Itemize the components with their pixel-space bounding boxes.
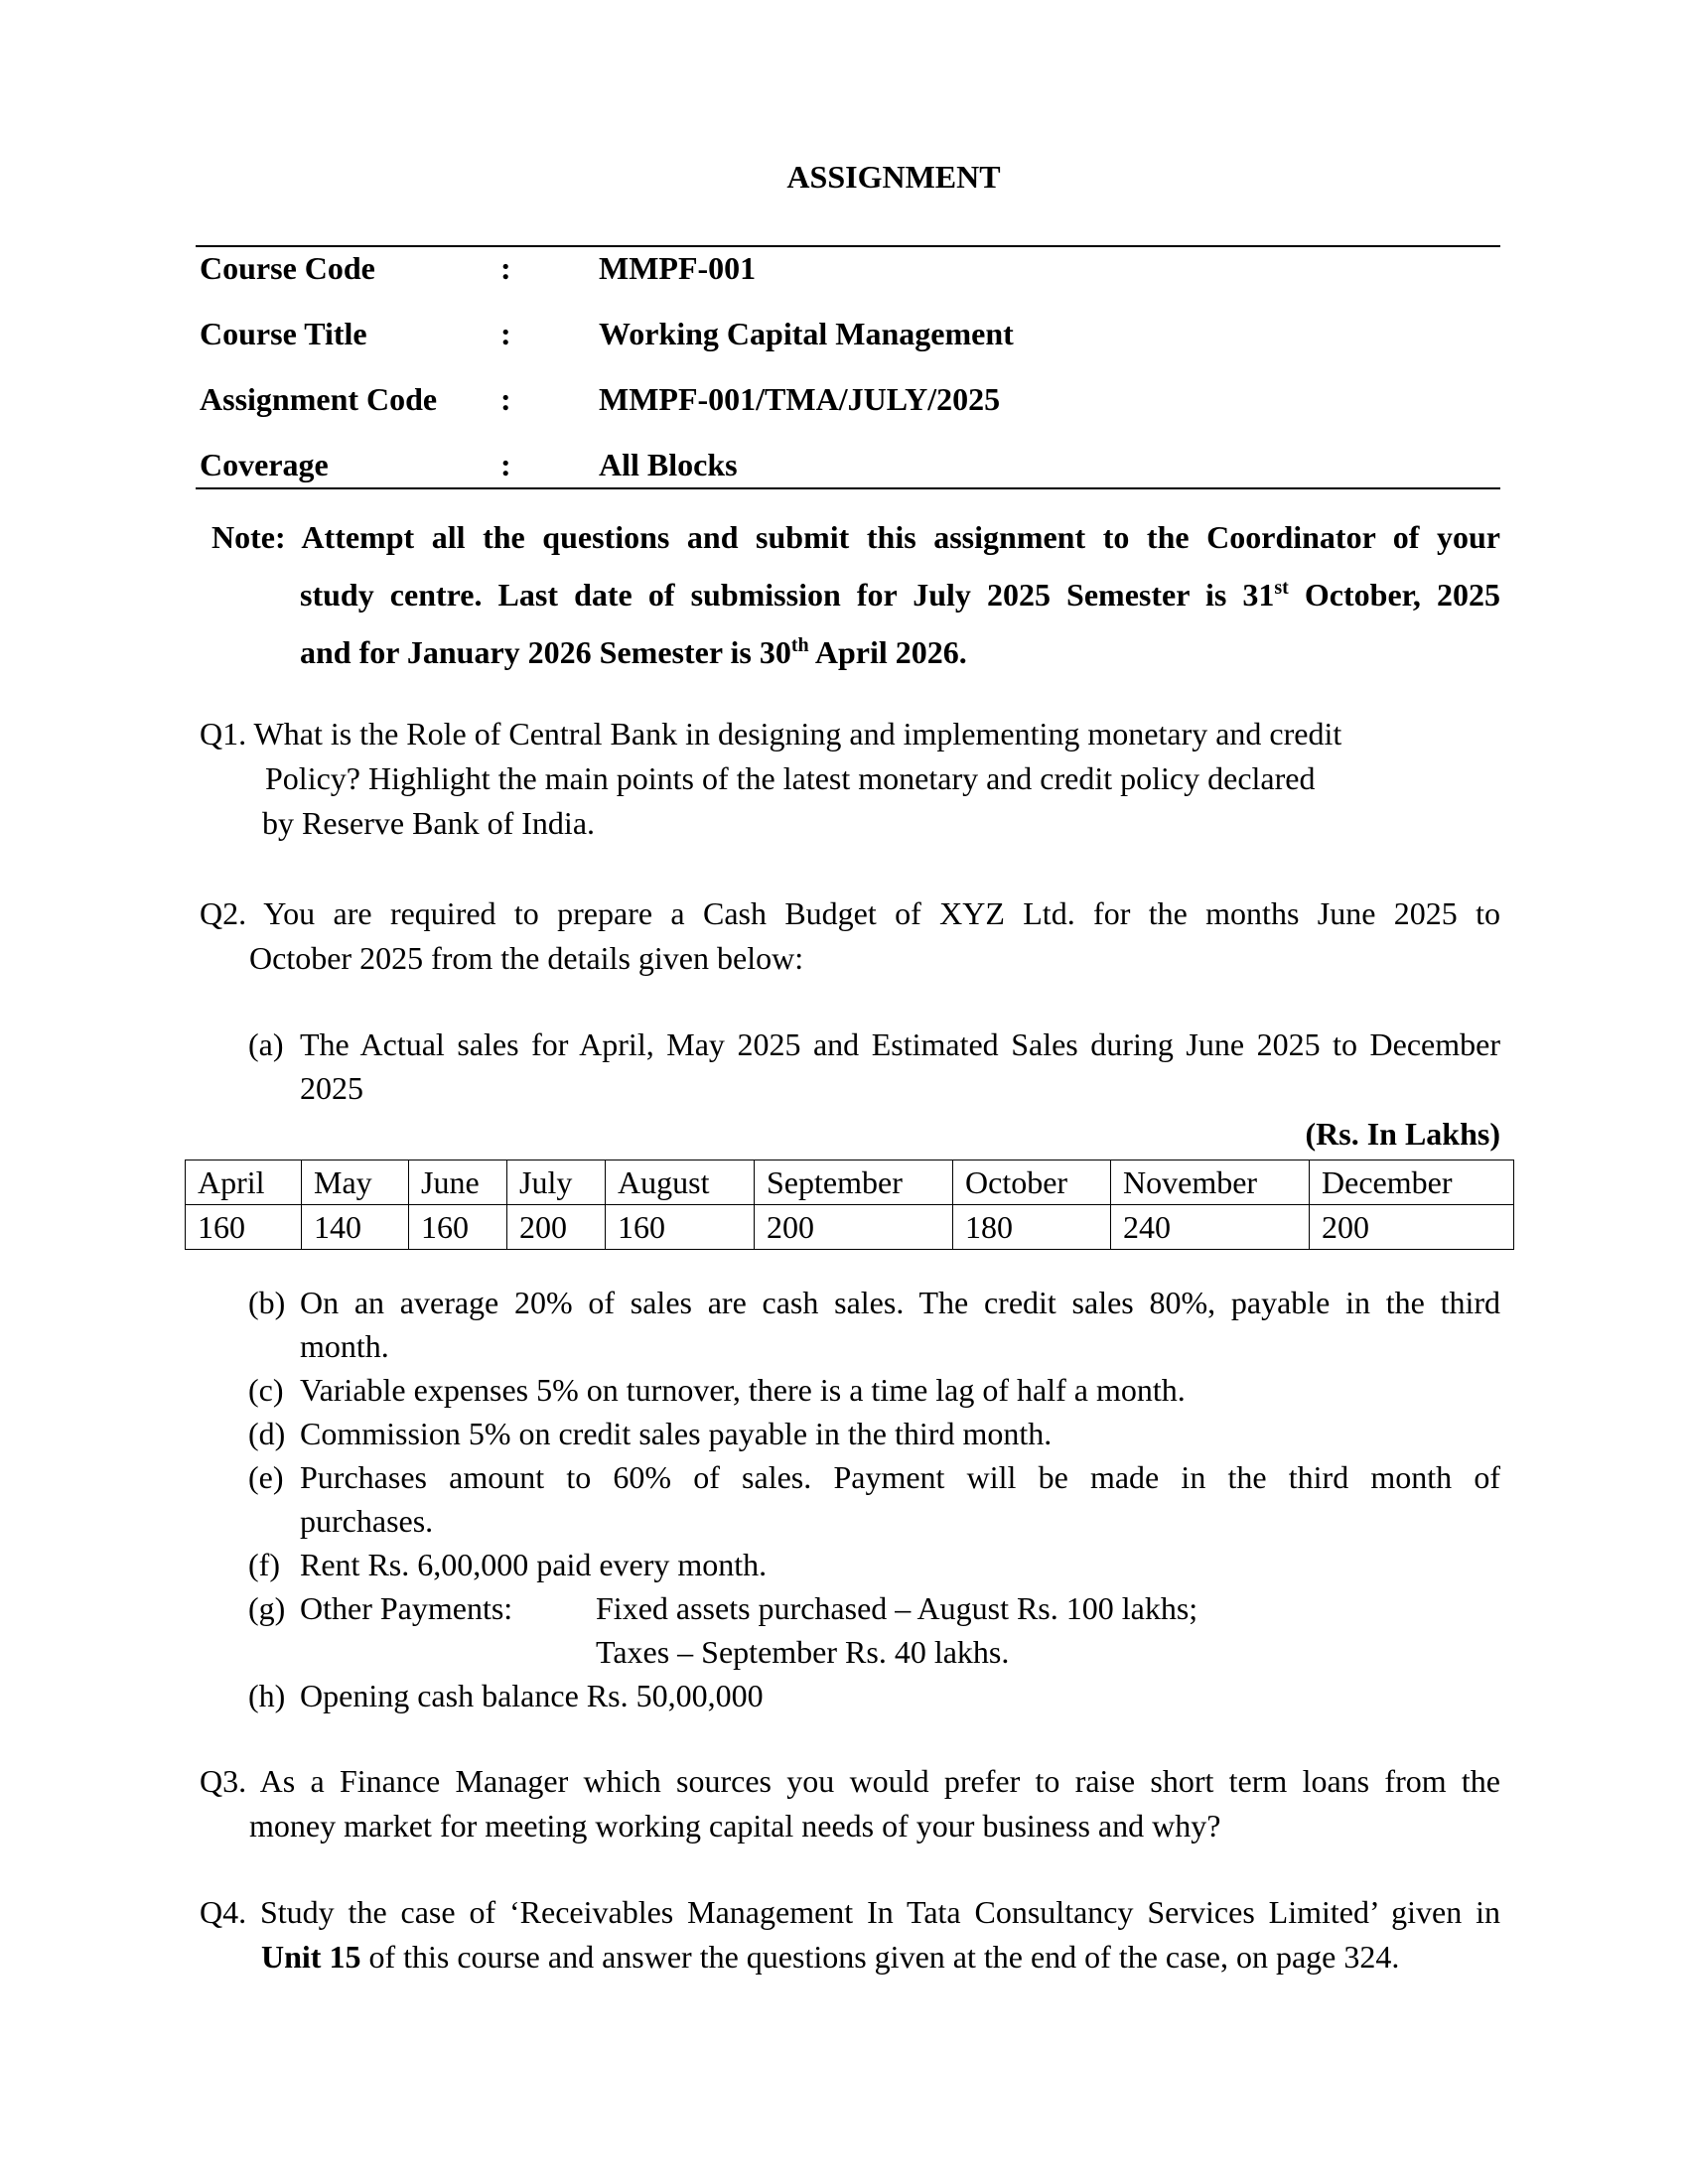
item-text-1: Commission 5% on credit sales payable in the third month.	[300, 1416, 1053, 1451]
q2-item-b	[248, 1281, 1500, 1368]
q1-line-2: Policy? Highlight the main points of the latest monetary and credit policy declared	[265, 760, 1316, 796]
item-text-1: Rent Rs. 6,00,000 paid every month.	[300, 1547, 768, 1582]
meta-coverage	[200, 447, 1490, 486]
month-cell: April	[186, 1160, 302, 1205]
item-label: (d)	[248, 1416, 286, 1451]
item-label: (h)	[248, 1678, 286, 1713]
month-cell: July	[507, 1160, 606, 1205]
item-label: (a)	[248, 1026, 284, 1062]
meta-key: Course Code	[200, 250, 375, 286]
item-label: (g)	[248, 1590, 286, 1626]
meta-sep: :	[500, 447, 511, 482]
note-line-2	[211, 566, 1500, 623]
q4-line-2	[200, 1935, 1500, 1979]
question-1	[200, 712, 1500, 846]
q2-item-h	[248, 1674, 1500, 1717]
meta-value: Working Capital Management	[599, 316, 1014, 351]
meta-course-code	[200, 250, 1490, 290]
sales-cell: 160	[606, 1205, 755, 1250]
month-cell: May	[302, 1160, 409, 1205]
item-label: (b)	[248, 1285, 286, 1320]
sales-cell: 200	[1310, 1205, 1514, 1250]
meta-key: Assignment Code	[200, 381, 438, 417]
month-cell: October	[953, 1160, 1111, 1205]
item-text-1: Purchases amount to 60% of sales. Payment will be made in the third month of	[300, 1459, 1500, 1495]
note-line-3	[211, 623, 1500, 681]
sales-cell: 200	[755, 1205, 953, 1250]
q1-line-3: by Reserve Bank of India.	[262, 805, 596, 841]
q1-line-1: Q1. What is the Role of Central Bank in designing and implementing monetary and credit	[200, 716, 1342, 751]
item-text-2: 2025	[300, 1070, 363, 1106]
q2-item-a	[248, 1023, 1500, 1110]
table-row-months	[186, 1160, 1514, 1205]
month-cell: August	[606, 1160, 755, 1205]
meta-key: Course Title	[200, 316, 367, 351]
sales-cell: 180	[953, 1205, 1111, 1250]
month-cell: November	[1111, 1160, 1310, 1205]
page-title: ASSIGNMENT	[786, 159, 1001, 195]
month-cell: June	[409, 1160, 507, 1205]
note-line-2-sup: st	[1274, 577, 1289, 599]
meta-sep: :	[500, 250, 511, 286]
note-line-3-sup: th	[790, 634, 809, 656]
q4-unit-ref: Unit 15	[261, 1939, 361, 1975]
item-value-2: Taxes – September Rs. 40 lakhs.	[596, 1634, 1010, 1670]
sales-cell: 200	[507, 1205, 606, 1250]
q4-line-1: Q4. Study the case of ‘Receivables Management In Tata Consultancy Services Limited’ given in	[200, 1894, 1500, 1930]
meta-assignment-code	[200, 381, 1490, 421]
q3-line-2: money market for meeting working capital needs of your business and why?	[249, 1808, 1221, 1843]
q2-item-f	[248, 1543, 1500, 1586]
meta-key: Coverage	[200, 447, 329, 482]
item-text-2: month.	[300, 1328, 389, 1364]
month-cell: December	[1310, 1160, 1514, 1205]
top-rule	[196, 245, 1500, 247]
item-value-1: Fixed assets purchased – August Rs. 100 lakhs;	[596, 1590, 1198, 1626]
item-text-1: On an average 20% of sales are cash sales. The credit sales 80%, payable in the third	[300, 1285, 1500, 1320]
submission-note	[211, 508, 1500, 681]
note-line-3-end: April 2026.	[808, 634, 967, 670]
item-key: Other Payments:	[300, 1590, 513, 1626]
month-cell: September	[755, 1160, 953, 1205]
sales-cell: 240	[1111, 1205, 1310, 1250]
q2-item-c	[248, 1368, 1500, 1412]
meta-sep: :	[500, 316, 511, 351]
item-text-1: Variable expenses 5% on turnover, there is a time lag of half a month.	[300, 1372, 1186, 1408]
question-4	[200, 1890, 1500, 1979]
meta-value: All Blocks	[599, 447, 738, 482]
meta-course-title	[200, 316, 1490, 355]
sales-cell: 140	[302, 1205, 409, 1250]
sales-cell: 160	[409, 1205, 507, 1250]
question-2	[200, 891, 1500, 981]
item-label: (c)	[248, 1372, 284, 1408]
q2-item-d	[248, 1412, 1500, 1455]
q2-line-2: October 2025 from the details given below:	[249, 940, 804, 976]
item-text-1: The Actual sales for April, May 2025 and Estimated Sales during June 2025 to December	[300, 1026, 1500, 1062]
note-line-1: Note: Attempt all the questions and submit this assignment to the Coordinator of your	[211, 519, 1500, 555]
q3-line-1: Q3. As a Finance Manager which sources you would prefer to raise short term loans from the	[200, 1763, 1500, 1799]
meta-value: MMPF-001	[599, 250, 757, 286]
q4-line-2-text: of this course and answer the questions given at the end of the case, on page 324.	[360, 1939, 1400, 1975]
item-label: (e)	[248, 1459, 284, 1495]
note-line-2-end: October, 2025	[1288, 577, 1501, 613]
meta-value: MMPF-001/TMA/JULY/2025	[599, 381, 1001, 417]
q2-item-e	[248, 1455, 1500, 1543]
item-text-1: Opening cash balance Rs. 50,00,000	[300, 1678, 764, 1713]
sales-table	[185, 1160, 1514, 1250]
table-unit-label: (Rs. In Lakhs)	[1305, 1116, 1500, 1152]
q2-line-1: Q2. You are required to prepare a Cash Budget of XYZ Ltd. for the months June 2025 to	[200, 895, 1500, 931]
q2-item-g	[248, 1586, 1500, 1674]
bottom-rule	[196, 487, 1500, 489]
sales-cell: 160	[186, 1205, 302, 1250]
item-label: (f)	[248, 1547, 280, 1582]
item-text-2: purchases.	[300, 1503, 434, 1539]
table-row-sales	[186, 1205, 1514, 1250]
item-text-1	[248, 1586, 1500, 1630]
meta-sep: :	[500, 381, 511, 417]
question-3	[200, 1759, 1500, 1848]
note-line-3-text: and for January 2026 Semester is 30	[300, 634, 791, 670]
note-line-2-text: study centre. Last date of submission for July 2025 Semester is 31	[300, 577, 1275, 613]
